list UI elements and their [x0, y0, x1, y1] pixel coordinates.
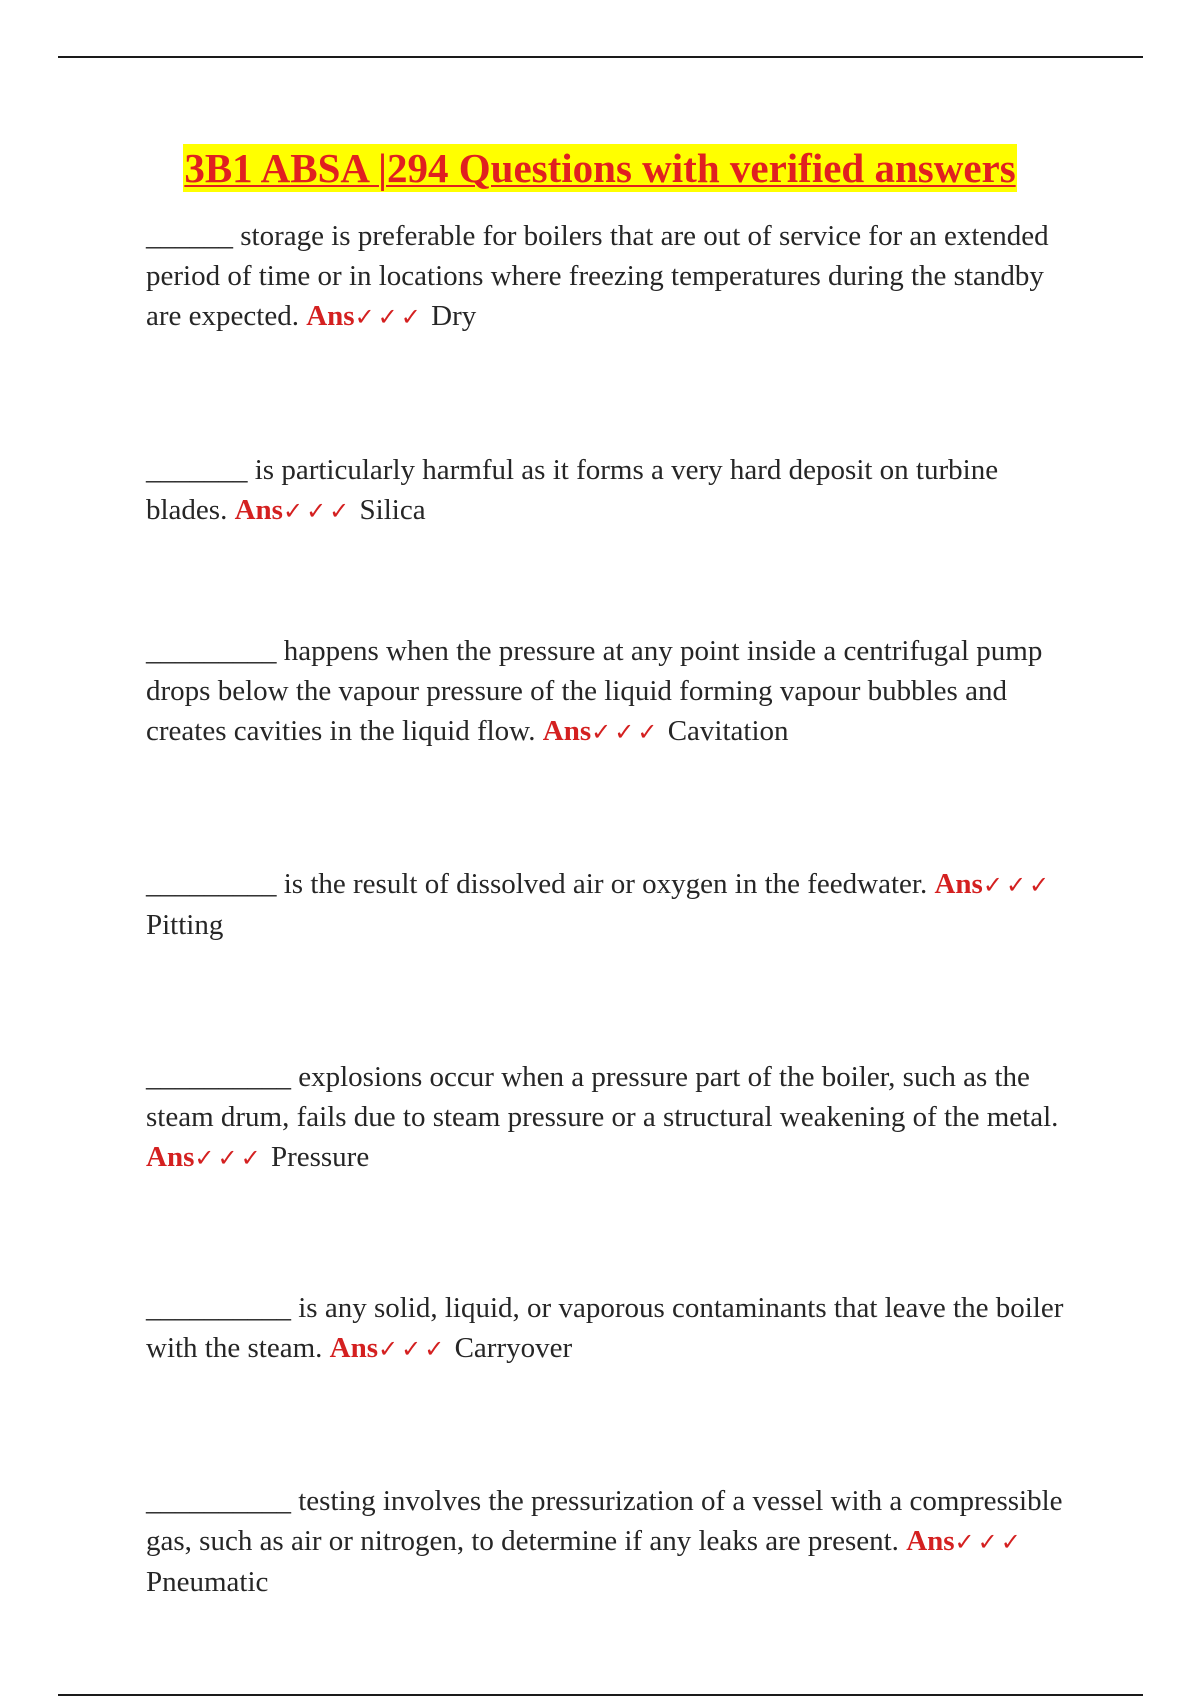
answer-text: Carryover [454, 1332, 573, 1364]
check-marks-icon: ✓✓✓ [982, 871, 1053, 899]
question-item [146, 216, 1078, 337]
check-marks-icon: ✓✓✓ [354, 303, 424, 331]
question-item [146, 1481, 1078, 1602]
answer-text: Cavitation [667, 715, 789, 747]
question-text: ______ storage is preferable for boilers that are out of service for an extended period of time or in locations where freezing temperatures during the standby are expected. [146, 220, 1049, 332]
footer-rule [58, 1694, 1143, 1696]
answer-label: Ans [329, 1332, 378, 1364]
check-marks-icon: ✓✓✓ [591, 718, 661, 746]
check-marks-icon: ✓✓✓ [954, 1528, 1024, 1556]
question-text: __________ is any solid, liquid, or vaporous contaminants that leave the boiler with the steam. [146, 1292, 1064, 1364]
question-item [146, 1288, 1078, 1369]
answer-text: Dry [431, 300, 477, 332]
question-item [146, 450, 1078, 531]
question-text: _________ is the result of dissolved air or oxygen in the feedwater. [146, 868, 928, 900]
question-text: __________ testing involves the pressurization of a vessel with a compressible gas, such as air or nitrogen, to determine if any leaks are present. [146, 1485, 1063, 1557]
question-item [146, 864, 1078, 945]
answer-label: Ans [306, 300, 355, 332]
answer-label: Ans [934, 868, 983, 900]
answer-label: Ans [542, 715, 592, 747]
answer-label: Ans [146, 1141, 195, 1173]
question-text: _________ happens when the pressure at any point inside a centrifugal pump drops below the vapour pressure of the liquid forming vapour bubbles and creates cavities in the liquid flow. [146, 635, 1043, 747]
check-marks-icon: ✓✓✓ [378, 1335, 448, 1363]
question-list [146, 216, 1078, 1602]
question-text: _______ is particularly harmful as it forms a very hard deposit on turbine blades. [146, 454, 999, 526]
question-item [146, 1057, 1078, 1178]
answer-text: Pressure [270, 1141, 370, 1173]
check-marks-icon: ✓✓✓ [194, 1144, 264, 1172]
question-item [146, 631, 1078, 752]
check-marks-icon: ✓✓✓ [282, 497, 353, 525]
answer-text: Pitting [146, 909, 224, 941]
document-title: 3B1 ABSA |294 Questions with verified answers [184, 145, 1016, 191]
answer-label: Ans [234, 494, 283, 526]
header-rule [58, 56, 1143, 58]
title-container [0, 144, 1200, 192]
answer-text: Silica [359, 494, 426, 526]
answer-text: Pneumatic [146, 1566, 269, 1598]
question-text: __________ explosions occur when a pressure part of the boiler, such as the steam drum, fails due to steam pressure or a structural weakening of the metal. [146, 1061, 1059, 1133]
answer-label: Ans [906, 1525, 955, 1557]
